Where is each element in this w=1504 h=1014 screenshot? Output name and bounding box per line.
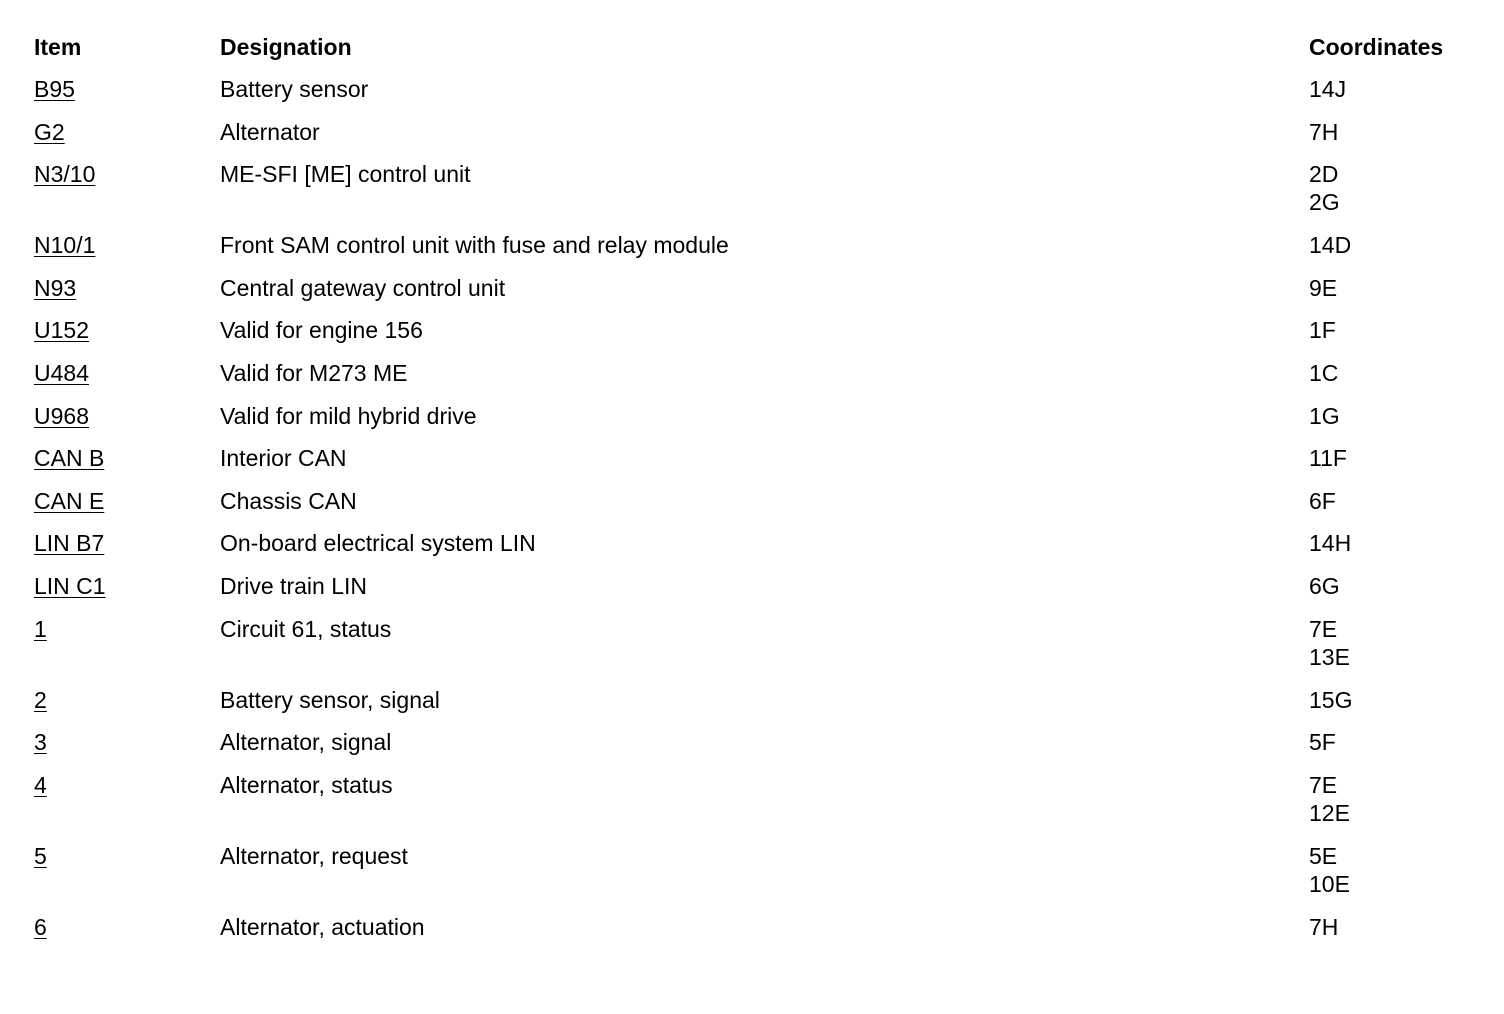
coordinates-cell: [1309, 529, 1351, 557]
legend-table: [34, 33, 1474, 955]
designation-cell: Alternator, request: [220, 842, 408, 869]
coordinates-cell: [1309, 118, 1338, 146]
table-row: [34, 771, 1474, 842]
coordinates-cell: [1309, 771, 1350, 827]
coordinates-cell: [1309, 686, 1352, 714]
designation-cell: Alternator, signal: [220, 729, 392, 756]
table-row: [34, 402, 1474, 445]
item-cell: [34, 686, 47, 714]
item-link[interactable]: 4: [34, 771, 47, 798]
table-row: [34, 274, 1474, 317]
coordinates-cell: [1309, 359, 1338, 387]
item-link[interactable]: CAN E: [34, 487, 105, 514]
item-cell: [34, 160, 95, 188]
coordinate-value: 5F: [1309, 729, 1336, 756]
table-row: [34, 444, 1474, 487]
item-link[interactable]: LIN C1: [34, 572, 106, 599]
table-row: [34, 118, 1474, 161]
coordinates-cell: [1309, 160, 1340, 216]
item-link[interactable]: LIN B7: [34, 530, 105, 557]
table-header: [34, 33, 1474, 75]
item-cell: [34, 842, 47, 870]
designation-cell: Alternator, actuation: [220, 913, 425, 940]
designation-cell: Central gateway control unit: [220, 274, 506, 301]
coordinate-value: 5E: [1309, 842, 1338, 869]
table-row: [34, 842, 1474, 913]
designation-cell: Valid for mild hybrid drive: [220, 402, 477, 429]
table-row: [34, 913, 1474, 956]
coordinates-cell: [1309, 444, 1347, 472]
item-link[interactable]: N10/1: [34, 232, 96, 259]
designation-cell: Valid for M273 ME: [220, 359, 408, 386]
coordinate-value: 7E: [1309, 771, 1338, 798]
item-link[interactable]: 6: [34, 913, 47, 940]
designation-cell: On-board electrical system LIN: [220, 530, 536, 557]
coordinate-value: 12E: [1309, 799, 1350, 826]
header-designation: Designation: [220, 34, 352, 60]
coordinates-cell: [1309, 402, 1340, 430]
item-link[interactable]: B95: [34, 76, 75, 102]
coordinates-cell: [1309, 615, 1350, 671]
coordinate-value: 6G: [1309, 572, 1340, 599]
designation-cell: Alternator, status: [220, 771, 393, 798]
item-link[interactable]: 3: [34, 729, 47, 756]
item-link[interactable]: N93: [34, 274, 77, 301]
item-link[interactable]: 2: [34, 686, 47, 713]
coordinate-value: 7E: [1309, 615, 1338, 642]
table-row: [34, 75, 1474, 118]
item-cell: [34, 316, 89, 344]
coordinate-value: 11F: [1309, 445, 1347, 472]
item-link[interactable]: U484: [34, 359, 89, 386]
coordinates-cell: [1309, 316, 1336, 344]
table-row: [34, 572, 1474, 615]
header-item: Item: [34, 34, 82, 60]
coordinate-value: 2G: [1309, 189, 1340, 216]
designation-cell: Alternator: [220, 118, 320, 145]
item-link[interactable]: 1: [34, 615, 47, 642]
coordinate-value: 10E: [1309, 870, 1350, 897]
coordinate-value: 1C: [1309, 359, 1339, 386]
item-link[interactable]: CAN B: [34, 445, 105, 472]
item-cell: [34, 529, 104, 557]
table-row: [34, 359, 1474, 402]
coordinate-value: 1G: [1309, 402, 1340, 429]
item-cell: [34, 118, 65, 146]
coordinates-cell: [1309, 913, 1338, 941]
coordinate-value: 2D: [1309, 161, 1339, 188]
item-link[interactable]: N3/10: [34, 161, 96, 188]
table-row: [34, 615, 1474, 686]
item-cell: [34, 274, 76, 302]
item-cell: [34, 444, 104, 472]
table-row: [34, 686, 1474, 729]
coordinate-value: 6F: [1309, 487, 1336, 514]
table-row: [34, 160, 1474, 231]
item-cell: [34, 771, 47, 799]
coordinate-value: 13E: [1309, 643, 1350, 670]
item-cell: [34, 359, 89, 387]
designation-cell: Valid for engine 156: [220, 317, 423, 344]
coordinate-value: 14D: [1309, 232, 1352, 259]
item-cell: [34, 402, 89, 430]
coordinates-cell: [1309, 75, 1346, 103]
coordinates-cell: [1309, 274, 1337, 302]
designation-cell: Chassis CAN: [220, 487, 357, 514]
item-cell: [34, 75, 75, 103]
item-link[interactable]: G2: [34, 118, 65, 145]
coordinate-value: 14H: [1309, 530, 1352, 557]
coordinate-value: 14J: [1309, 76, 1347, 102]
designation-cell: Circuit 61, status: [220, 615, 392, 642]
item-cell: [34, 615, 47, 643]
coordinates-cell: [1309, 231, 1351, 259]
item-link[interactable]: U152: [34, 317, 89, 344]
designation-cell: Battery sensor: [220, 76, 369, 102]
designation-cell: Front SAM control unit with fuse and relay module: [220, 232, 729, 259]
table-row: [34, 316, 1474, 359]
item-cell: [34, 572, 106, 600]
table-row: [34, 231, 1474, 274]
coordinate-value: 7H: [1309, 118, 1339, 145]
coordinates-cell: [1309, 487, 1336, 515]
coordinates-cell: [1309, 572, 1340, 600]
item-cell: [34, 231, 95, 259]
coordinates-cell: [1309, 842, 1350, 898]
table-row: [34, 487, 1474, 530]
designation-cell: Drive train LIN: [220, 572, 367, 599]
designation-cell: Battery sensor, signal: [220, 686, 440, 713]
item-cell: [34, 487, 104, 515]
table-body: [34, 75, 1474, 955]
header-coordinates: Coordinates: [1309, 34, 1444, 60]
item-link[interactable]: 5: [34, 842, 47, 869]
coordinate-value: 7H: [1309, 913, 1339, 940]
coordinate-value: 9E: [1309, 274, 1338, 301]
item-link[interactable]: U968: [34, 402, 89, 429]
coordinate-value: 1F: [1309, 317, 1336, 344]
designation-cell: Interior CAN: [220, 445, 347, 472]
table-row: [34, 529, 1474, 572]
item-cell: [34, 728, 47, 756]
table-row: [34, 728, 1474, 771]
coordinates-cell: [1309, 728, 1336, 756]
item-cell: [34, 913, 47, 941]
coordinate-value: 15G: [1309, 686, 1353, 713]
designation-cell: ME-SFI [ME] control unit: [220, 161, 471, 188]
